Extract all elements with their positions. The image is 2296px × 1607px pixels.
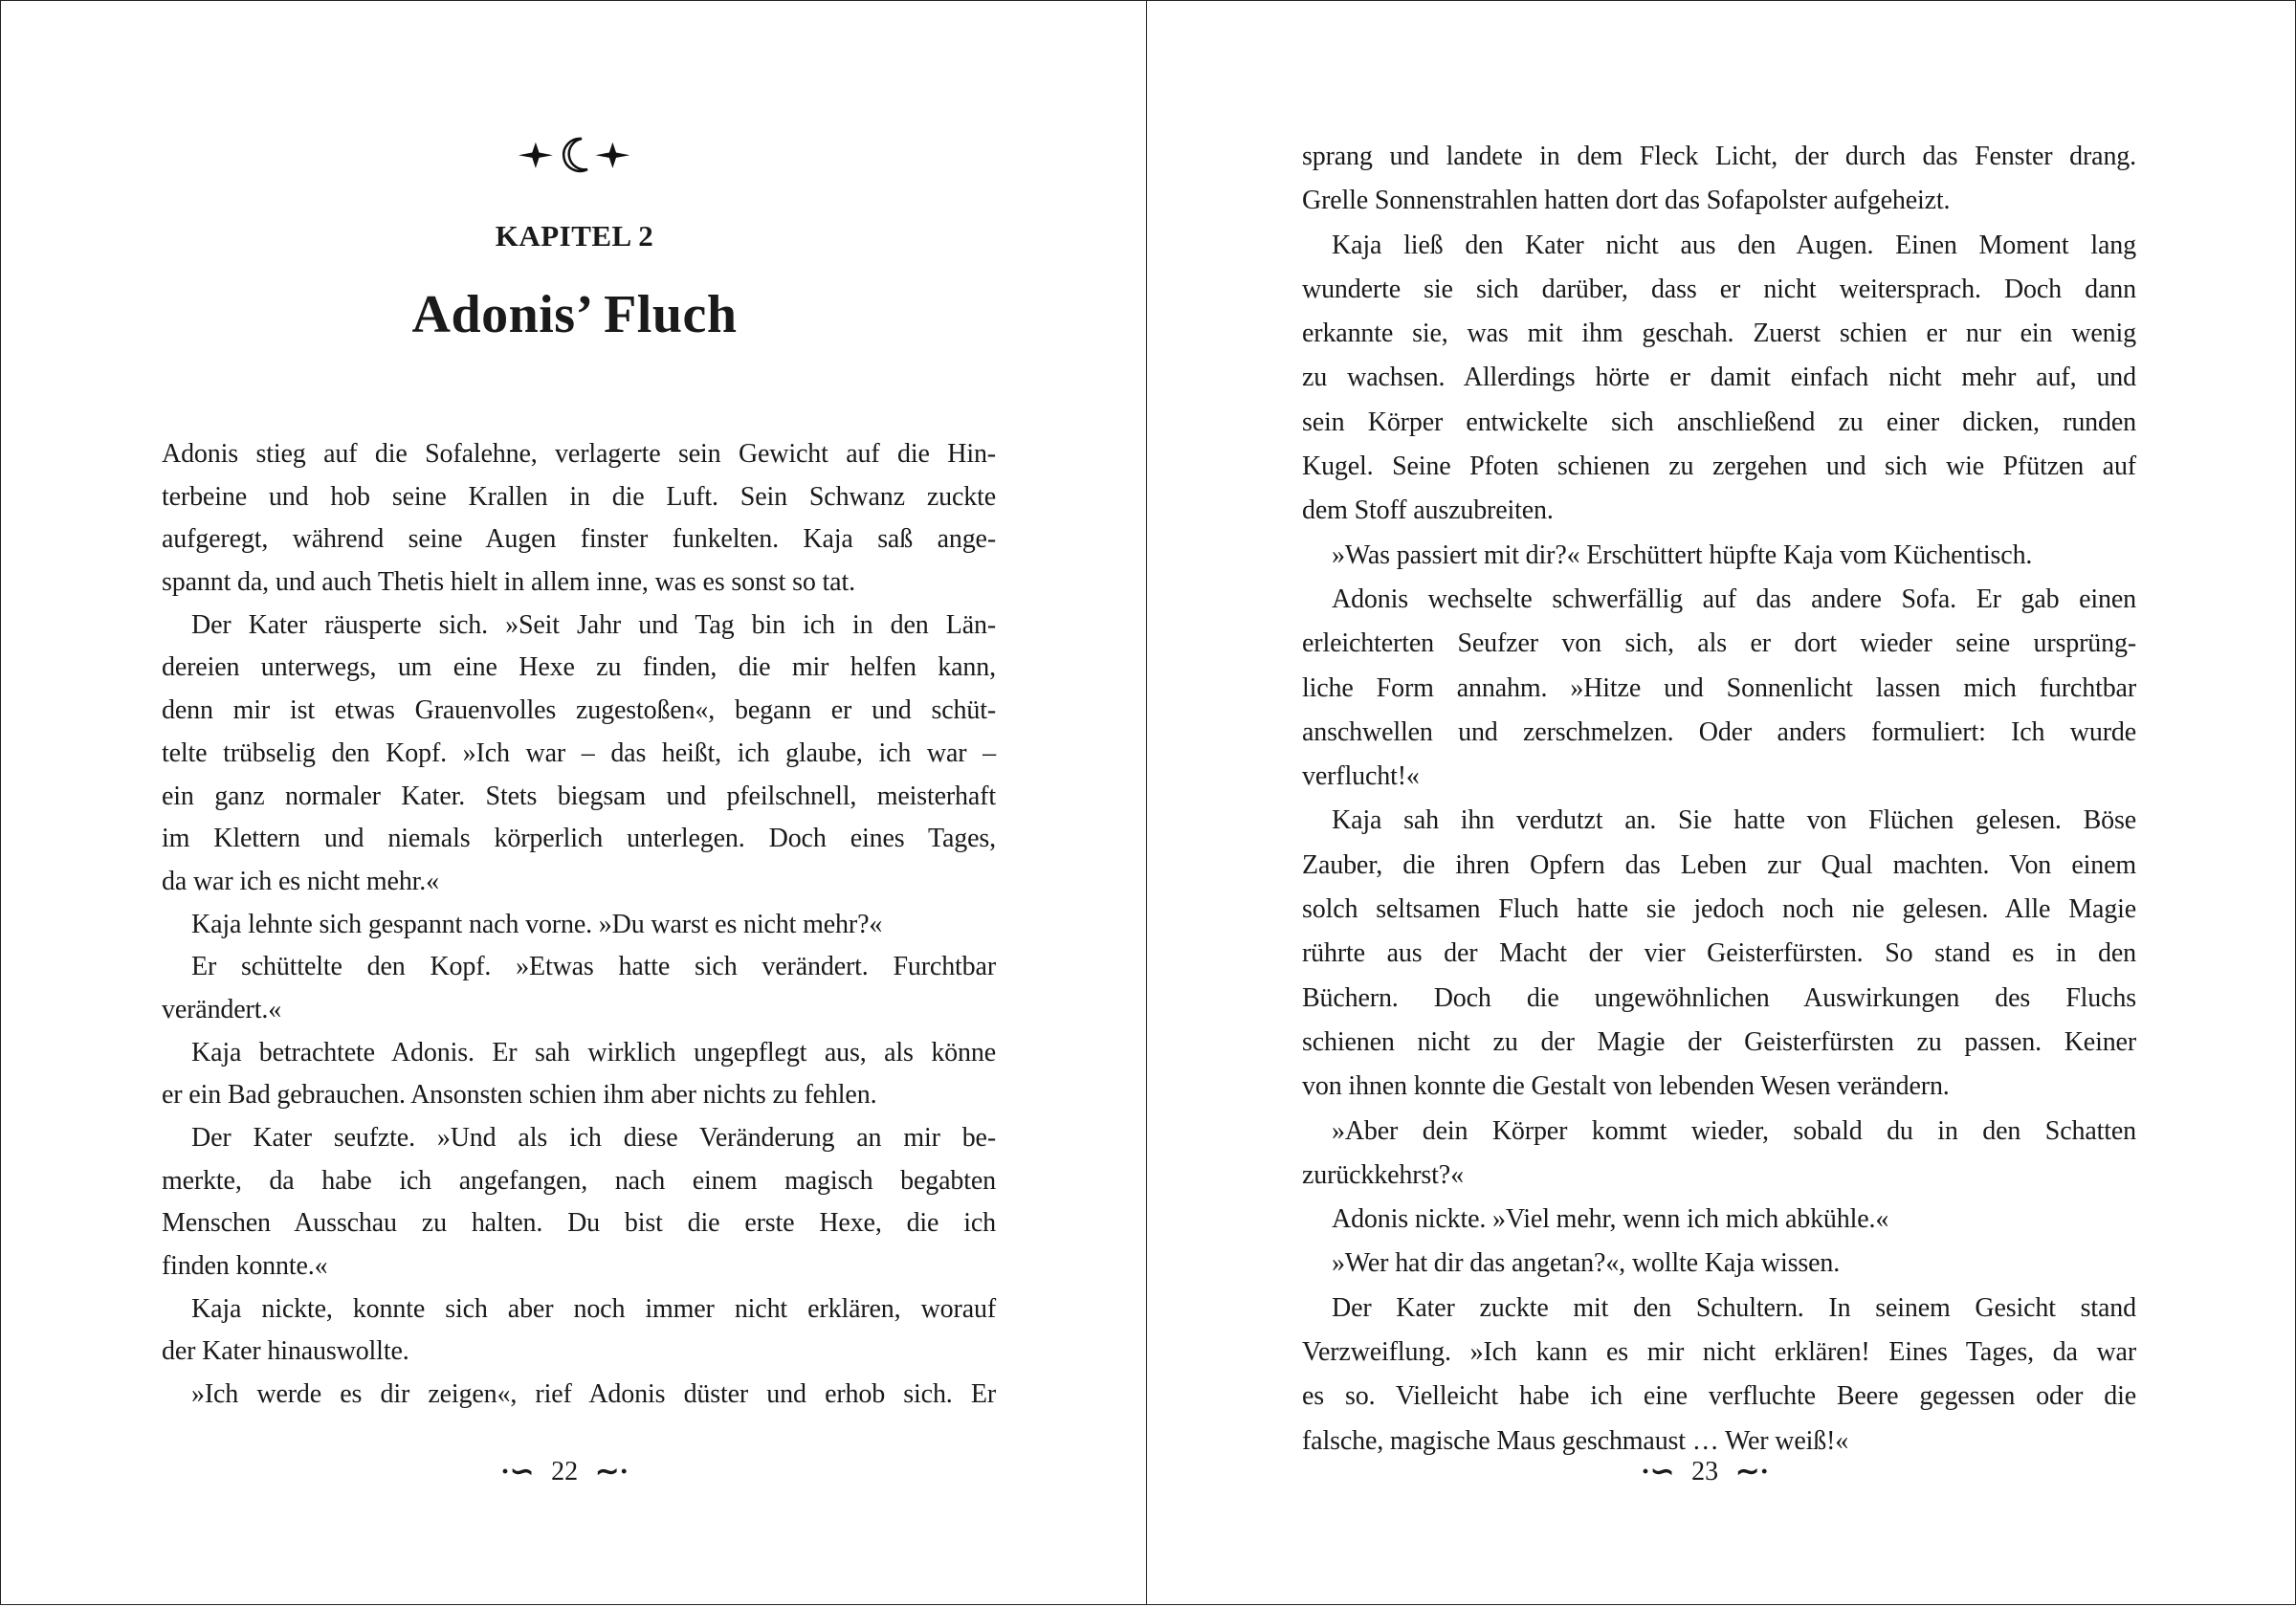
text-line: sprang und landete in dem Fleck Licht, der durch das Fenster drang.: [1302, 142, 2136, 171]
chapter-title: Adonis’ Fluch: [411, 285, 738, 344]
text-line: dem Stoff auszubreiten.: [1302, 495, 1554, 526]
text-line: Kaja lehnte sich gespannt nach vorne. »Du warst es nicht mehr?«: [191, 909, 883, 939]
text-line: dereien unterwegs, um eine Hexe zu finden, die mir helfen kann,: [162, 652, 996, 683]
text-line: der Kater hinauswollte.: [162, 1336, 409, 1367]
text-line: Büchern. Doch die ungewöhnlichen Auswirkungen des Fluchs: [1302, 982, 2136, 1013]
swash-right-icon: ∼·: [1735, 1456, 1770, 1487]
text-line: verflucht!«: [1302, 761, 1420, 792]
text-line: anschwellen und zerschmelzen. Oder anders formuliert: Ich wurde: [1302, 716, 2136, 747]
text-line: »Wer hat dir das angetan?«, wollte Kaja wissen.: [1332, 1248, 1841, 1279]
text-line: »Aber dein Körper kommt wieder, sobald du in den Schatten: [1332, 1115, 2136, 1146]
text-line: erleichterten Seufzer von sich, als er dort wieder seine ursprüng-: [1302, 628, 2136, 659]
text-line: liche Form annahm. »Hitze und Sonnenlicht lassen mich furchtbar: [1302, 672, 2136, 703]
page-number: 23: [1691, 1457, 1719, 1486]
text-line: sein Körper entwickelte sich anschließend zu einer dicken, runden: [1302, 407, 2136, 437]
text-line: wunderte sie sich darüber, dass er nicht weitersprach. Doch dann: [1302, 274, 2136, 304]
text-line: zu wachsen. Allerdings hörte er damit einfach nicht mehr auf, und: [1302, 363, 2136, 393]
text-line: Adonis stieg auf die Sofalehne, verlagerte sein Gewicht auf die Hin-: [162, 439, 996, 469]
text-line: aufgeregt, während seine Augen finster funkelten. Kaja saß ange-: [162, 524, 996, 555]
chapter-label: KAPITEL 2: [495, 219, 654, 253]
text-line: solch seltsamen Fluch hatte sie jedoch noch nie gelesen. Alle Magie: [1302, 894, 2136, 925]
text-line: erkannte sie, was mit ihm geschah. Zuerst schien er nur ein wenig: [1302, 319, 2136, 349]
text-line: finden konnte.«: [162, 1251, 328, 1282]
swash-left-icon: ·∽: [1641, 1456, 1675, 1487]
text-line: denn mir ist etwas Grauenvolles zugestoßen«, begann er und schüt-: [162, 695, 996, 726]
page-number: 22: [551, 1457, 579, 1486]
body-text: [1302, 135, 2136, 1464]
text-line: Adonis wechselte schwerfällig auf das andere Sofa. Er gab einen: [1332, 583, 2136, 614]
text-line: im Klettern und niemals körperlich unterlegen. Doch eines Tages,: [162, 824, 996, 854]
text-line: Kaja nickte, konnte sich aber noch immer nicht erklären, worauf: [191, 1293, 996, 1324]
right-page: [1146, 0, 2296, 1605]
text-line: Adonis nickte. »Viel mehr, wenn ich mich abkühle.«: [1332, 1204, 1889, 1235]
page-number-footer: [1641, 1457, 1769, 1487]
text-line: ein ganz normaler Kater. Stets biegsam und pfeilschnell, meisterhaft: [162, 781, 996, 811]
text-line: zurückkehrst?«: [1302, 1159, 1464, 1190]
text-line: spannt da, und auch Thetis hielt in allem inne, was es sonst so tat.: [162, 567, 855, 598]
text-line: Der Kater seufzte. »Und als ich diese Veränderung an mir be-: [191, 1123, 996, 1153]
text-line: Verzweiflung. »Ich kann es mir nicht erklären! Eines Tages, da war: [1302, 1337, 2136, 1368]
text-line: verändert.«: [162, 994, 282, 1024]
text-line: terbeine und hob seine Krallen in die Luft. Sein Schwanz zuckte: [162, 481, 996, 512]
text-line: telte trübselig den Kopf. »Ich war – das heißt, ich glaube, ich war –: [162, 737, 996, 768]
text-line: Kaja sah ihn verdutzt an. Sie hatte von Flüchen gelesen. Böse: [1332, 805, 2136, 836]
text-line: falsche, magische Maus geschmaust … Wer weiß!«: [1302, 1425, 1849, 1456]
text-line: Der Kater zuckte mit den Schultern. In seinem Gesicht stand: [1332, 1292, 2136, 1323]
text-line: er ein Bad gebrauchen. Ansonsten schien ihm aber nichts zu fehlen.: [162, 1080, 877, 1111]
text-line: da war ich es nicht mehr.«: [162, 866, 440, 896]
text-line: Er schüttelte den Kopf. »Etwas hatte sich verändert. Furchtbar: [191, 952, 996, 982]
text-line: »Ich werde es dir zeigen«, rief Adonis düster und erhob sich. Er: [191, 1379, 996, 1410]
left-page: [0, 0, 1147, 1605]
text-line: Kugel. Seine Pfoten schienen zu zergehen und sich wie Pfützen auf: [1302, 451, 2136, 482]
text-line: Der Kater räusperte sich. »Seit Jahr und Tag bin ich in den Län-: [191, 609, 996, 640]
text-line: merkte, da habe ich angefangen, nach einem magisch begabten: [162, 1165, 996, 1196]
text-line: rührte aus der Macht der vier Geisterfürsten. So stand es in den: [1302, 938, 2136, 969]
moon-star-ornament-icon: [1, 131, 1148, 184]
text-line: Kaja ließ den Kater nicht aus den Augen. Einen Moment lang: [1332, 230, 2136, 260]
text-line: es so. Vielleicht habe ich eine verfluchte Beere gegessen oder die: [1302, 1381, 2136, 1412]
text-line: schienen nicht zu der Magie der Geisterfürsten zu passen. Keiner: [1302, 1026, 2136, 1057]
text-line: Grelle Sonnenstrahlen hatten dort das Sofapolster aufgeheizt.: [1302, 186, 1951, 216]
swash-right-icon: ∼·: [595, 1456, 629, 1487]
text-line: Zauber, die ihren Opfern das Leben zur Qual machten. Von einem: [1302, 849, 2136, 880]
text-line: Menschen Ausschau zu halten. Du bist die erste Hexe, die ich: [162, 1208, 996, 1239]
text-line: von ihnen konnte die Gestalt von lebenden Wesen verändern.: [1302, 1071, 1950, 1102]
swash-left-icon: ·∽: [500, 1456, 535, 1487]
page-number-footer: [500, 1457, 629, 1487]
body-text: [162, 433, 996, 1417]
text-line: Kaja betrachtete Adonis. Er sah wirklich ungepflegt aus, als könne: [191, 1037, 996, 1068]
text-line: »Was passiert mit dir?« Erschüttert hüpfte Kaja vom Küchentisch.: [1332, 539, 2033, 570]
